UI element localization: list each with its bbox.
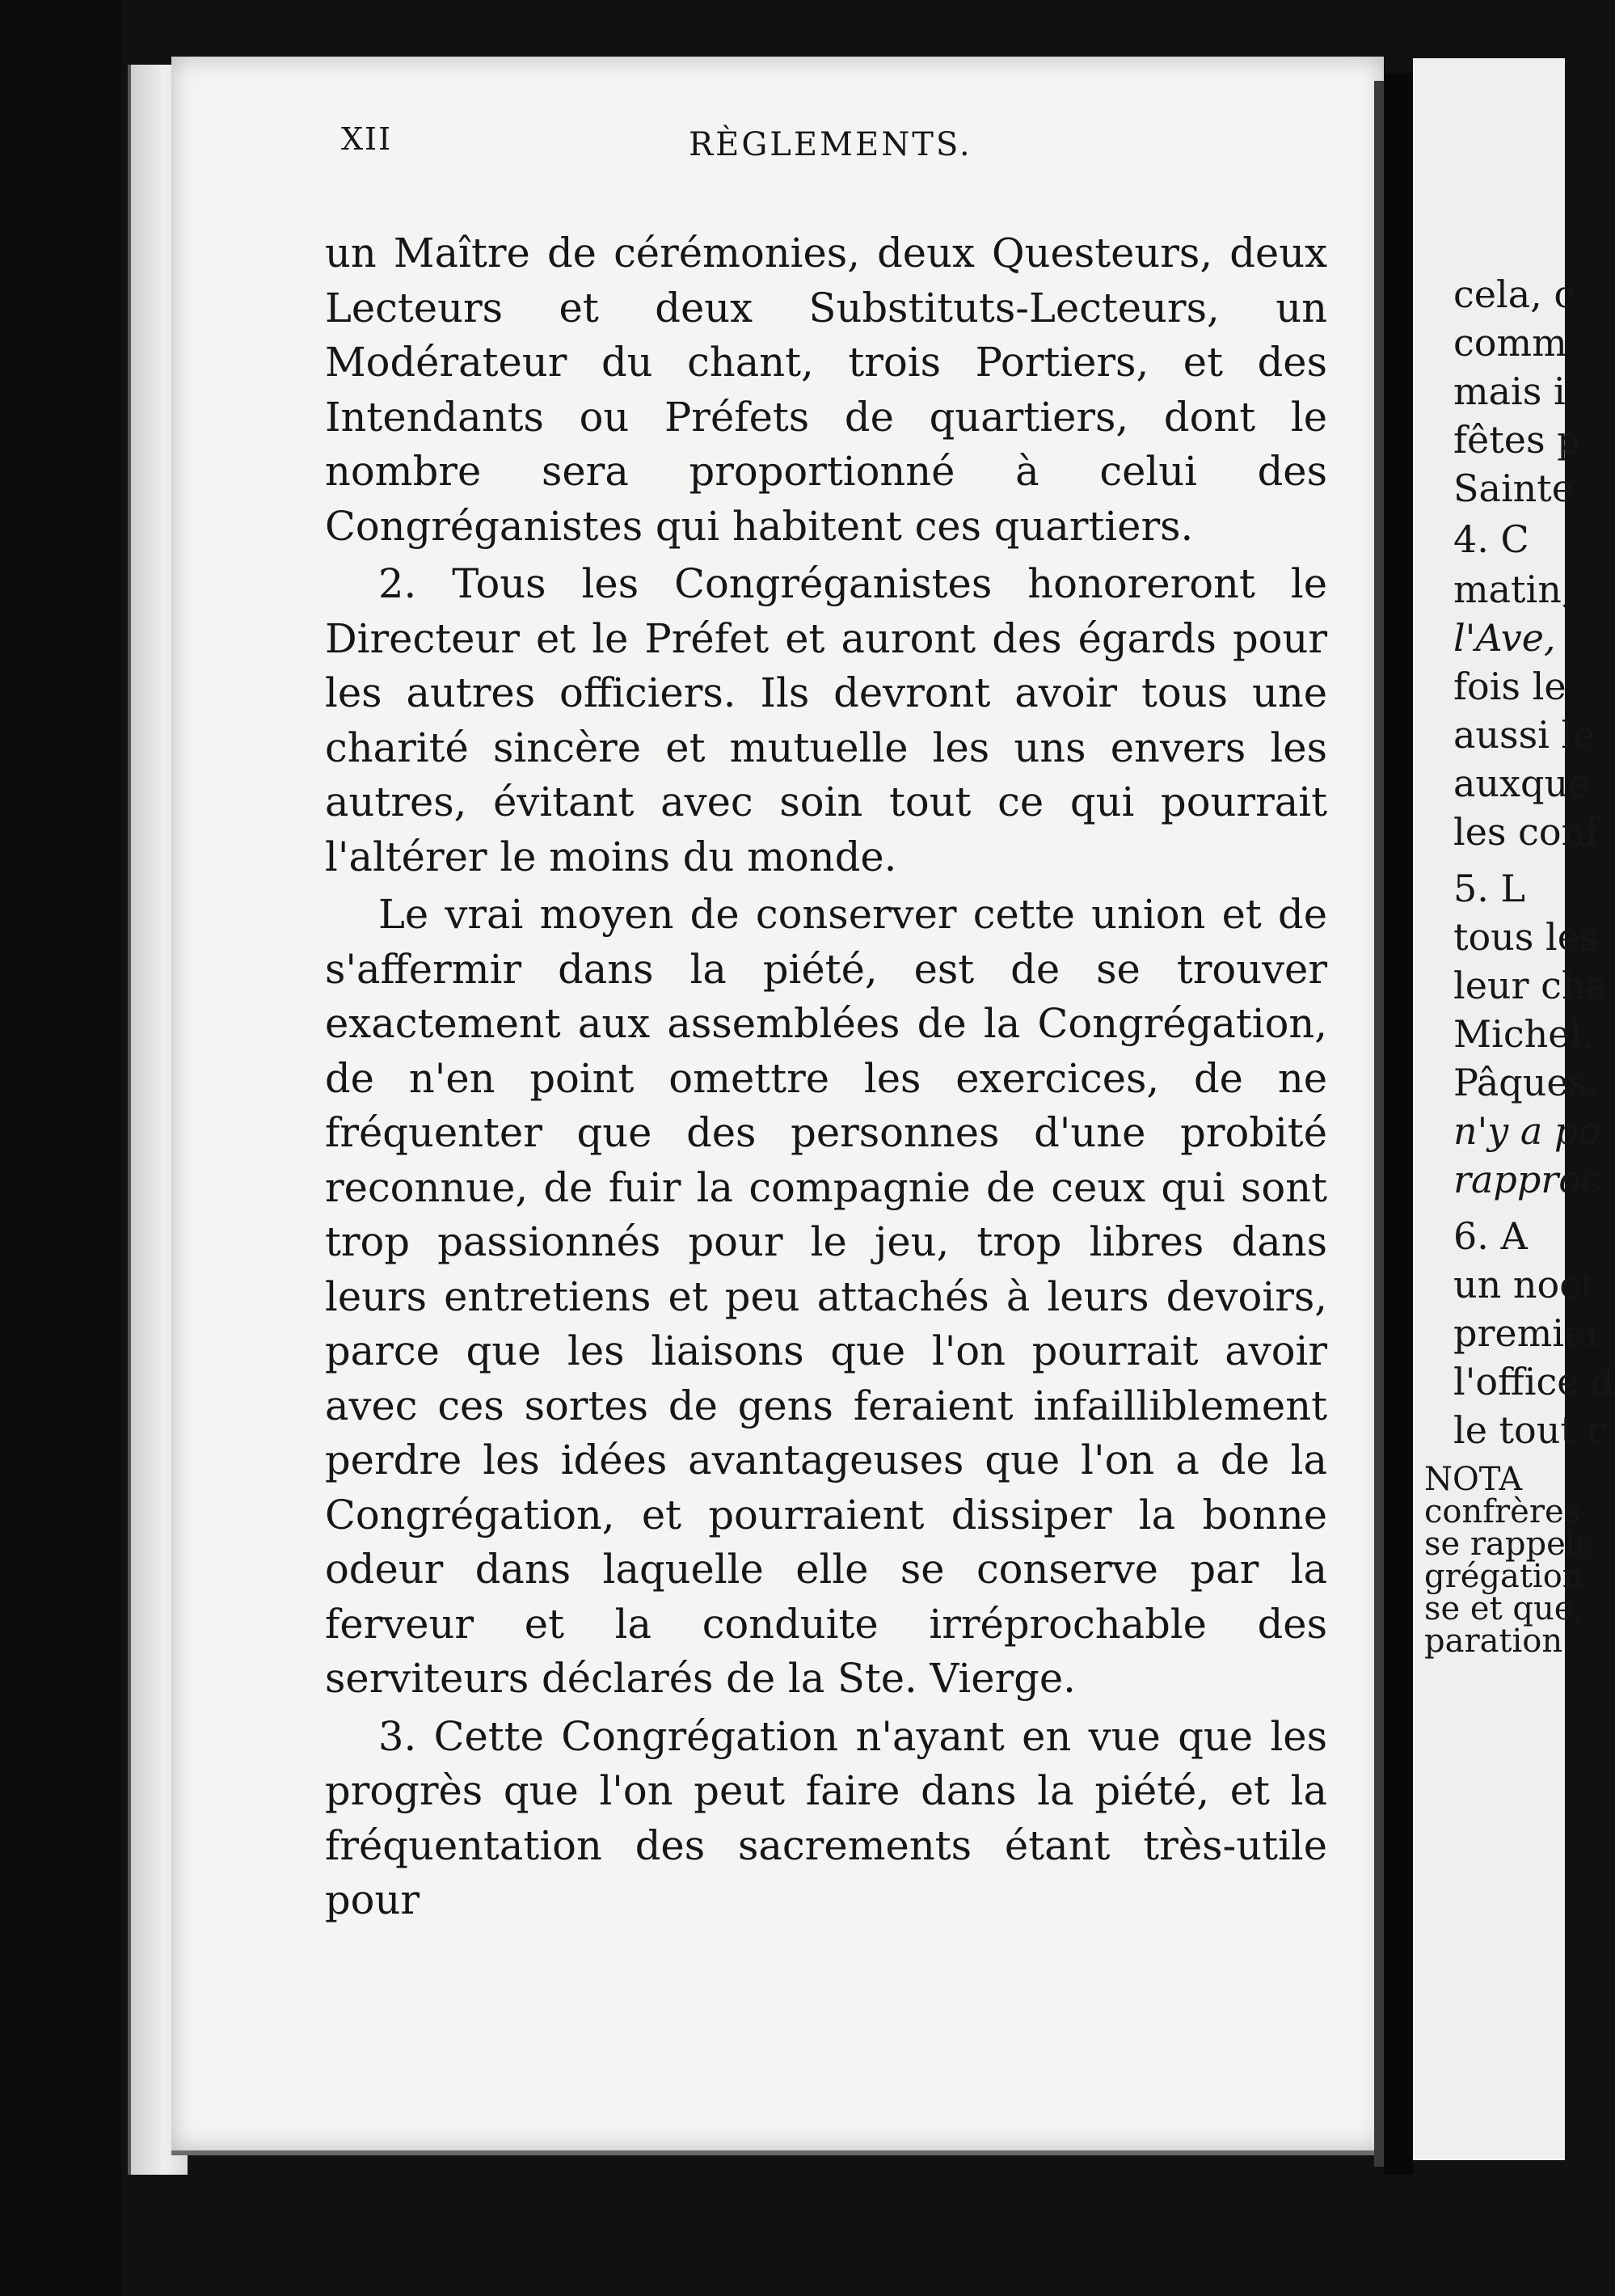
facing-page-line: cela, c [1453,272,1575,316]
facing-page-line: tous les [1453,915,1599,959]
facing-page-line: NOTA [1424,1461,1523,1498]
facing-page-line: l'Ave, [1453,616,1556,660]
facing-page-line: l'office d [1453,1360,1615,1403]
facing-page-line: auxque [1453,762,1591,805]
facing-page-line: le tout c [1453,1408,1609,1452]
facing-page-line: matin, [1453,568,1574,611]
paragraph-1: un Maître de cérémonies, deux Questeurs, deux Lecteurs et deux Substituts-Lecteurs, un Modérateur du chant, trois Portiers, et des Intendants ou Préfets de quartiers, dont le nombre sera proportionné à celui des Congréganistes qui habitent ces quartiers. [325,230,1327,550]
facing-page-line: un noct [1453,1263,1596,1306]
facing-page-line: n'y a po [1453,1109,1601,1153]
book-gutter [1384,73,1413,2175]
facing-page-line: fois le [1453,665,1567,708]
page-edge-shadow [1374,81,1384,2167]
facing-page-line: 4. C [1453,517,1529,561]
facing-page-line: 5. L [1453,867,1526,910]
paragraph-3: Le vrai moyen de conserver cette union et de s'affermir dans la piété, est de se trouver exactement aux assemblées de la Congrégation, de n'en point omettre les exercices, de ne fréquenter que des personnes d'une probité reconnue, de fuir la compagnie de ceux qui sont trop passionnés pour le jeu, trop libres dans leurs entretiens et peu attachés à leurs devoirs, parce que les liaisons que l'on pourrait avoir avec ces sortes de gens feraient infailliblement perdre les idées avantageuses que l'on a de la Congrégation, et pourraient dissiper la bonne odeur dans laquelle elle se conserve par la ferveur et la conduite irréprochable des serviteurs déclarés de la Ste. Vierge. [325,891,1327,1702]
running-title: RÈGLEMENTS. [689,126,972,163]
facing-page-fragment [1413,58,1615,2160]
facing-page-line: se rappele [1424,1526,1596,1563]
facing-page-line: premier [1453,1311,1604,1355]
facing-page-line: Pâques. [1453,1061,1600,1104]
facing-page-line: aussi le [1453,713,1596,757]
facing-page-line: Sainte [1453,466,1574,510]
facing-page-line: se et que, [1424,1590,1584,1627]
facing-page-line: 6. A [1453,1214,1528,1258]
facing-page-line: Michel, [1453,1012,1594,1056]
facing-page-line: comm [1453,321,1567,365]
facing-page-line: grégation [1424,1558,1583,1595]
scan-background-left [0,0,121,2296]
page-body [325,226,1327,1928]
facing-page-line: paration. [1424,1623,1573,1660]
facing-page-line: rapproc [1453,1158,1602,1201]
facing-page-line: mais i [1453,369,1566,413]
paragraph-4: 3. Cette Congrégation n'ayant en vue que les progrès que l'on peut faire dans la piété, et la fréquentation des sacrements étant très-utile pour [325,1712,1327,1923]
facing-page-line: fêtes p [1453,418,1581,462]
book-page [171,57,1384,2155]
page-number: XII [341,121,393,157]
paragraph-2: 2. Tous les Congréganistes honoreront le Directeur et le Préfet et auront des égards pour les autres officiers. Ils devront avoir tous une charité sincère et mutuelle les uns envers les autres, évitant avec soin tout ce qui pourrait l'altérer le moins du monde. [325,560,1327,880]
facing-page-line: les conf [1453,810,1600,854]
facing-page-line: confrères [1424,1493,1581,1530]
facing-page-line: leur cha [1453,964,1608,1007]
